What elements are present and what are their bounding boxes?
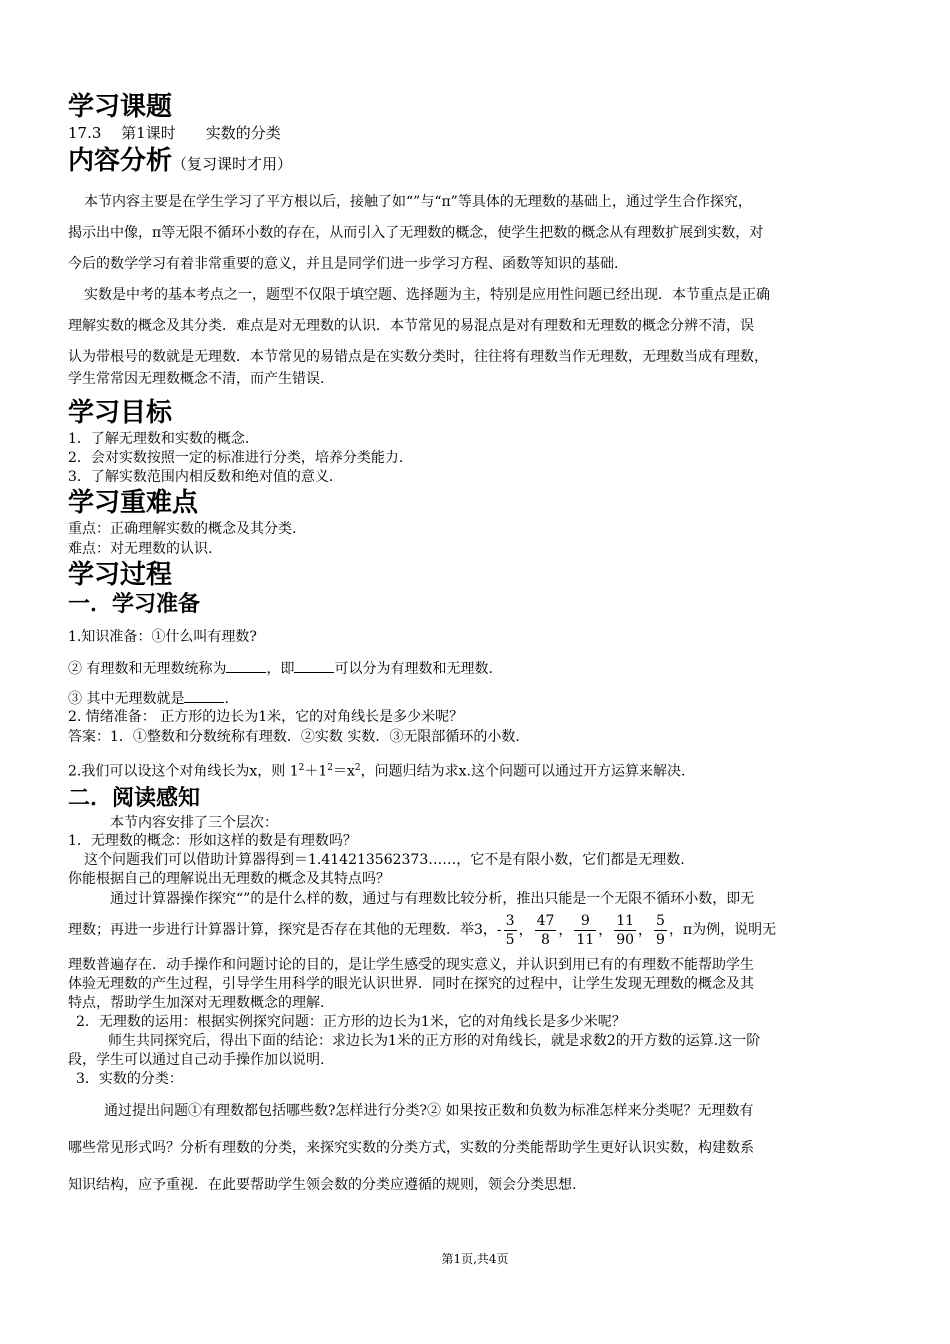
answer-2-text-a: 2.我们可以设这个对角线长为x，则 1 [68,763,299,780]
blank-1[interactable] [226,658,266,673]
class-3: 知识结构，应予重视．在此要帮助学生领会数的分类应遵循的规则，领会分类思想. [68,1177,577,1193]
read-6: 理数普遍存在．动手操作和问题讨论的目的，是让学生感受的现实意义，并认识到用已有的有理数不能帮助学生 [68,957,754,973]
read-9: 2．无理数的运用：根据实例探究问题：正方形的边长为1米，它的对角线长是多少米呢？ [76,1014,626,1030]
fraction [574,912,596,949]
fraction [504,912,517,949]
read-3: 你能根据自己的理解说出无理数的概念及其特点吗？ [68,871,390,887]
fraction [535,912,557,949]
goal-2: 2．会对实数按照一定的标准进行分类，培养分类能力. [68,450,404,466]
read-1: 1．无理数的概念：形如这样的数是有理数吗？ [68,833,357,849]
fraction-numerator: 47 [536,912,555,929]
fraction-separator: ， [638,922,653,938]
prep-2-text-c: 可以分为有理数和无理数. [334,661,493,677]
read-5-text-b: ，π为例，说明无 [668,922,777,938]
class-1: 通过提出问题①有理数都包括哪些数?怎样进行分类?② 如果按正数和负数为标准怎样来分类呢？无理数有 [104,1103,754,1119]
page-footer: 第1页,共4页 [441,1252,509,1266]
fraction-separator: ， [558,922,573,938]
fraction-numerator: 5 [656,912,665,929]
content-p2-line3: 认为带根号的数就是无理数．本节常见的易错点是在实数分类时，往往将有理数当作无理数，无理数当成有理数， [68,349,768,365]
read-intro: 本节内容安排了三个层次： [110,815,278,831]
prep-3 [68,688,229,708]
fraction-denominator: 9 [656,931,665,948]
fraction-denominator: 8 [535,930,557,949]
read-8: 特点，帮助学生加深对无理数概念的理解. [68,995,325,1011]
read-10: 师生共同探究后，得出下面的结论：求边长为1米的正方形的对角线长，就是求数2的开方数的运算.这一阶 [108,1033,761,1049]
prep-2 [68,658,493,678]
content-p1-line2: 揭示出中像，π等无限不循环小数的存在，从而引入了无理数的概念，使学生把数的概念从有理数扩展到实数，对 [68,225,764,241]
answer-2-sup-2: 2 [327,763,334,773]
fraction-separator: ， [598,922,613,938]
answer-2-sup-3: 2 [354,763,361,773]
blank-2[interactable] [294,658,334,673]
prep-3-text-b: . [224,691,229,707]
answer-2-text-b: ＋1 [304,763,328,780]
read-5 [68,908,776,952]
fraction-numerator: 3 [505,912,515,929]
blank-3[interactable] [184,688,224,703]
read-11: 段，学生可以通过自己动手操作加以说明. [68,1052,325,1068]
heading-goals: 学习目标 [68,398,173,428]
content-p2-line4: 学生常常因无理数概念不清，而产生错误. [68,371,325,387]
read-7: 体验无理数的产生过程，引导学生用科学的眼光认识世界．同时在探究的过程中，让学生发现无理数的概念及其 [68,976,754,992]
difficult-point: 难点：对无理数的认识. [68,541,213,557]
content-p2-line2: 理解实数的概念及其分类．难点是对无理数的认识．本节常见的易混点是对有理数和无理数的概念分辨不清，误 [68,318,754,334]
class-2: 哪些常见形式吗？分析有理数的分类，来探究实数的分类方式，实数的分类能帮助学生更好认识实数，构建数系 [68,1140,754,1156]
fraction-denominator: 11 [576,931,595,948]
fraction-denominator: 90 [616,931,635,948]
fraction-list [502,912,669,949]
prep-2-text-b: ，即 [266,661,295,677]
content-p1-line1: 本节内容主要是在学生学习了平方根以后，接触了如“”与“π”等具体的无理数的基础上，通过学生合作探究， [84,194,752,210]
goal-3: 3．了解实数范围内相反数和绝对值的意义. [68,469,334,485]
section2-title: 二．阅读感知 [68,786,201,811]
answer-2-sup-1: 2 [298,763,305,773]
heading-content-analysis: 内容分析 [68,146,173,176]
key-point: 重点：正确理解实数的概念及其分类. [68,521,297,537]
read-5-text-a: 理数；再进一步进行计算器计算，探究是否存在其他的无理数．举3，- [68,922,502,938]
answer-2-text-d: ，问题归结为求x.这个问题可以通过开方运算来解决. [360,763,686,780]
answer-2 [68,759,685,781]
read-4: 通过计算器操作探究“”的是什么样的数，通过与有理数比较分析，推出只能是一个无限不循环小数，即无 [110,891,755,907]
section1-title: 一．学习准备 [68,592,201,617]
content-p1-line3: 今后的数学学习有着非常重要的意义，并且是同学们进一步学习方程、函数等知识的基础. [68,256,619,272]
heading-process: 学习过程 [68,560,173,590]
goal-1: 1．了解无理数和实数的概念. [68,431,250,447]
prep-4: 2. 情绪准备： 正方形的边长为1米，它的对角线长是多少米呢？ [68,709,464,725]
fraction-separator: ， [518,922,533,938]
fraction-denominator: 5 [505,931,515,948]
prep-1: 1.知识准备：①什么叫有理数? [68,629,257,645]
answer-2-text-c: ＝x [333,763,355,780]
heading-key-points: 学习重难点 [68,488,199,518]
prep-2-text-a: ② 有理数和无理数统称为 [68,661,227,677]
fraction-numerator: 11 [616,912,635,929]
read-12: 3．实数的分类： [76,1071,183,1087]
content-analysis-heading [68,146,292,176]
read-2: 这个问题我们可以借助计算器得到＝1.414213562373……，它不是有限小数，它们都是无理数. [84,852,685,868]
answer-1: 答案：1．①整数和分数统称有理数．②实数 实数．③无限部循环的小数. [68,729,520,745]
content-p2-line1: 实数是中考的基本考点之一，题型不仅限于填空题、选择题为主，特别是应用性问题已经出现．本节重点是正确 [84,287,770,303]
fraction [654,912,667,949]
heading-study-topic: 学习课题 [68,92,173,122]
fraction [614,912,636,949]
fraction-numerator: 9 [580,912,590,929]
lesson-line: 17.3 第1课时 实数的分类 [68,124,281,142]
content-analysis-note: （复习课时才用） [172,155,293,173]
prep-3-text-a: ③ 其中无理数就是 [68,691,185,707]
